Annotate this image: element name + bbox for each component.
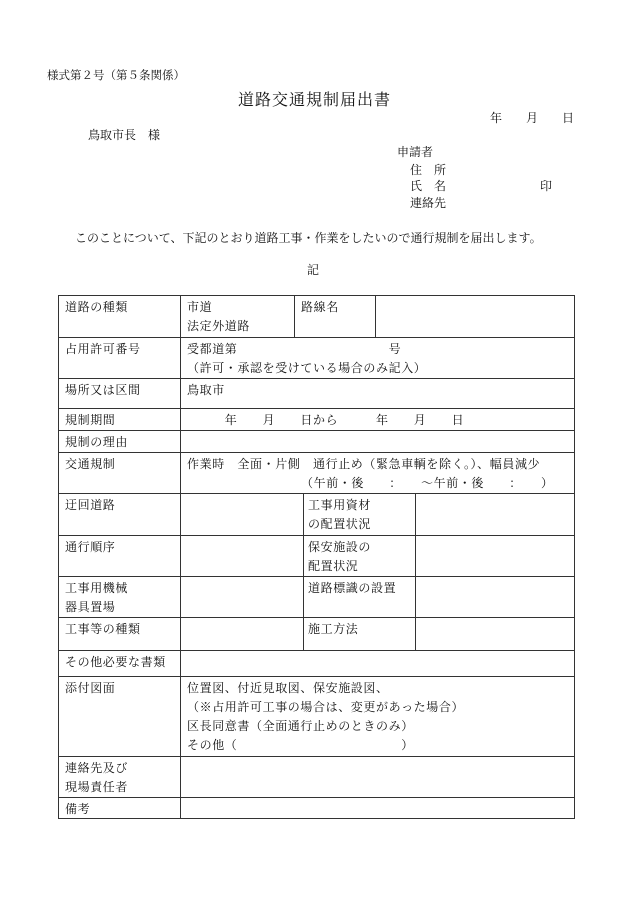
construction-method-value bbox=[416, 618, 575, 651]
road-type-option-non-statutory-road: 法定外道路 bbox=[187, 319, 251, 333]
regulation-form-table bbox=[58, 295, 575, 819]
attachments-line-note: （※占用許可工事の場合は、変更があった場合） bbox=[187, 700, 465, 714]
material-placement-label-line2: の配置状況 bbox=[308, 517, 372, 531]
traffic-order-label: 通行順序 bbox=[59, 536, 181, 577]
material-placement-value bbox=[416, 494, 575, 536]
attachments-line-drawings: 位置図、付近見取図、保安施設図、 bbox=[187, 681, 389, 695]
material-placement-label-line1: 工事用資材 bbox=[308, 498, 372, 512]
note-heading: 記 bbox=[307, 263, 320, 277]
applicant-contact-label: 連絡先 bbox=[410, 196, 447, 210]
machinery-storage-label-line1: 工事用機械 bbox=[65, 581, 129, 595]
machinery-storage-label bbox=[59, 577, 181, 618]
applicant-seal-label: 印 bbox=[540, 179, 553, 193]
road-sign-label: 道路標識の設置 bbox=[304, 577, 416, 618]
submission-date: 年 月 日 bbox=[490, 111, 575, 125]
location-value: 鳥取市 bbox=[181, 379, 575, 409]
intro-paragraph: このことについて、下記のとおり道路工事・作業をしたいので通行規制を届出します。 bbox=[75, 231, 542, 245]
traffic-regulation-time-line: （午前・後 ： ～午前・後 ： ） bbox=[301, 476, 554, 490]
site-contact-value bbox=[181, 757, 575, 798]
permit-number-note: （許可・承認を受けている場合のみ記入） bbox=[187, 361, 427, 375]
road-type-option-city-road: 市道 bbox=[187, 300, 213, 314]
attachments-value bbox=[181, 677, 575, 757]
period-label: 規制期間 bbox=[59, 409, 181, 431]
safety-facility-label-line2: 配置状況 bbox=[308, 559, 359, 573]
route-name-label: 路線名 bbox=[295, 296, 376, 338]
applicant-heading: 申請者 bbox=[397, 145, 434, 159]
applicant-name-label: 氏 名 bbox=[410, 179, 447, 193]
road-type-options bbox=[181, 296, 295, 338]
road-type-label: 道路の種類 bbox=[59, 296, 181, 338]
traffic-order-value bbox=[181, 536, 304, 577]
location-label: 場所又は区間 bbox=[59, 379, 181, 409]
permit-number-line: 受都道第 号 bbox=[187, 342, 402, 356]
permit-number-label: 占用許可番号 bbox=[59, 338, 181, 379]
traffic-regulation-label: 交通規制 bbox=[59, 453, 181, 494]
document-title: 道路交通規制届出書 bbox=[238, 90, 392, 109]
site-contact-label-line1: 連絡先及び bbox=[65, 761, 129, 775]
period-value: 年 月 日から 年 月 日 bbox=[181, 409, 575, 431]
applicant-address-label: 住 所 bbox=[410, 163, 447, 177]
road-sign-value bbox=[416, 577, 575, 618]
attachments-label: 添付図面 bbox=[59, 677, 181, 757]
work-type-label: 工事等の種類 bbox=[59, 618, 181, 651]
site-contact-label-line2: 現場責任者 bbox=[65, 780, 129, 794]
detour-label: 迂回道路 bbox=[59, 494, 181, 536]
traffic-regulation-type-line: 作業時 全面・片側 通行止め（緊急車輌を除く。）、幅員減少 bbox=[187, 457, 541, 471]
traffic-regulation-value bbox=[181, 453, 575, 494]
form-number: 様式第２号（第５条関係） bbox=[47, 68, 185, 82]
site-contact-label bbox=[59, 757, 181, 798]
work-type-value bbox=[181, 618, 304, 651]
detour-value bbox=[181, 494, 304, 536]
remarks-label: 備考 bbox=[59, 798, 181, 819]
addressee: 鳥取市長 様 bbox=[88, 128, 161, 142]
safety-facility-value bbox=[416, 536, 575, 577]
safety-facility-label-line1: 保安施設の bbox=[308, 540, 372, 554]
other-documents-value bbox=[181, 651, 575, 677]
attachments-line-consent: 区長同意書（全面通行止めのときのみ） bbox=[187, 719, 414, 733]
machinery-storage-label-line2: 器具置場 bbox=[65, 600, 116, 614]
other-documents-label: その他必要な書類 bbox=[59, 651, 181, 677]
material-placement-label bbox=[304, 494, 416, 536]
safety-facility-label bbox=[304, 536, 416, 577]
construction-method-label: 施工方法 bbox=[304, 618, 416, 651]
machinery-storage-value bbox=[181, 577, 304, 618]
reason-label: 規制の理由 bbox=[59, 431, 181, 453]
reason-value bbox=[181, 431, 575, 453]
attachments-line-other: その他（ ） bbox=[187, 738, 414, 752]
remarks-value bbox=[181, 798, 575, 819]
permit-number-value bbox=[181, 338, 575, 379]
route-name-value bbox=[376, 296, 575, 338]
